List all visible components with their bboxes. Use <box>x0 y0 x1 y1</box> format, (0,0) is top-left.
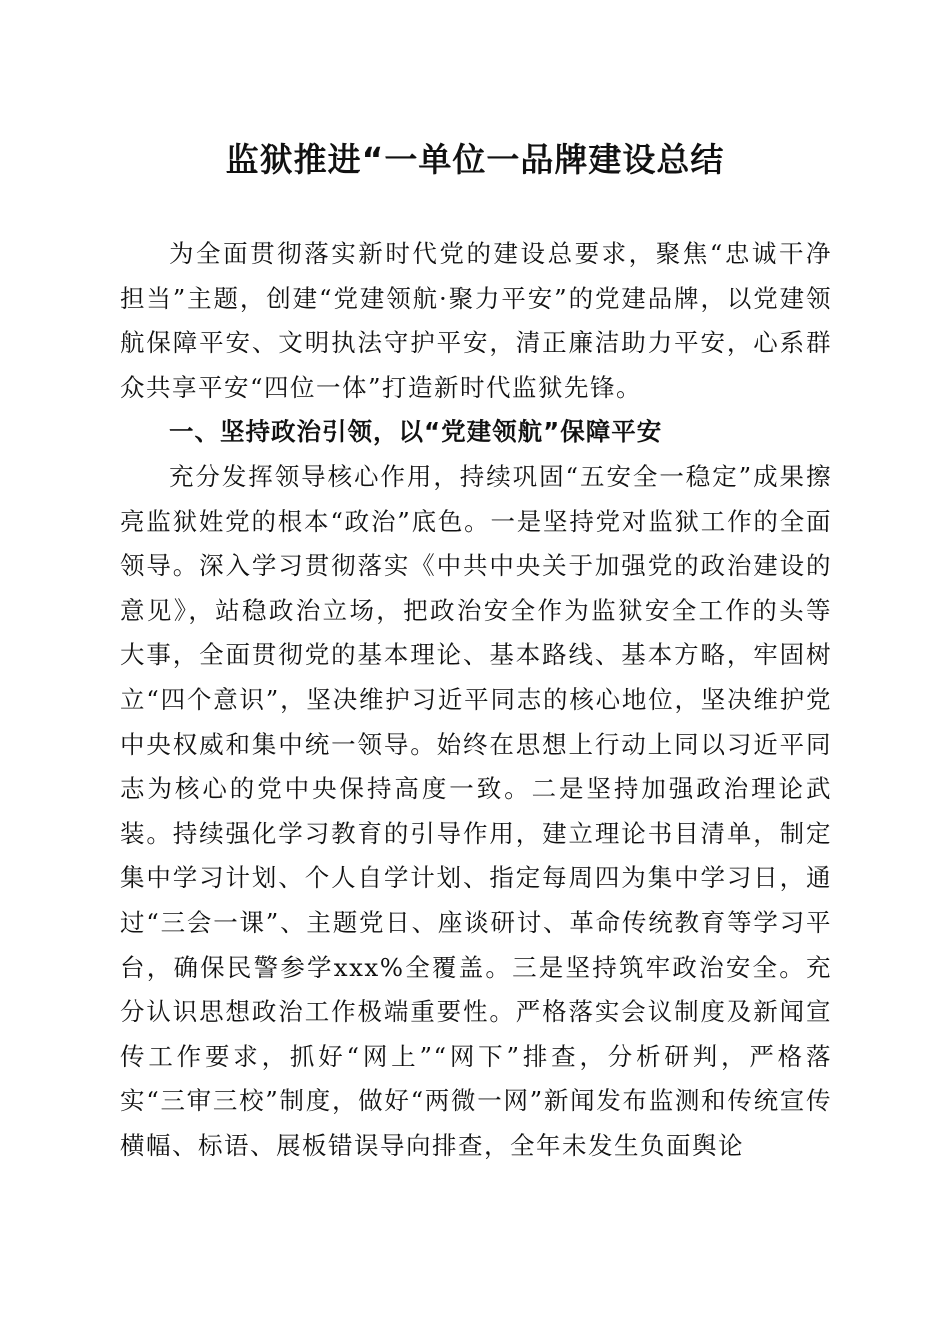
section-paragraph: 充分发挥领导核心作用，持续巩固“五安全一稳定”成果擦亮监狱姓党的根本“政治”底色。一是坚持党对监狱工作的全面领导。深入学习贯彻落实《中共中央关于加强党的政治建设的意见》，站稳政治立场，把政治安全作为监狱安全工作的头等大事，全面贯彻党的基本理论、基本路线、基本方略，牢固树立“四个意识”，坚决维护习近平同志的核心地位，坚决维护党中央权威和集中统一领导。始终在思想上行动上同以习近平同志为核心的党中央保持高度一致。二是坚持加强政治理论武装。持续强化学习教育的引导作用，建立理论书目清单，制定集中学习计划、个人自学计划、指定每周四为集中学习日，通过“三会一课”、主题党日、座谈研讨、革命传统教育等学习平台，确保民警参学xxx%全覆盖。三是坚持筑牢政治安全。充分认识思想政治工作极端重要性。严格落实会议制度及新闻宣传工作要求，抓好“网上”“网下”排查，分析研判，严格落实“三审三校”制度，做好“两微一网”新闻发布监测和传统宣传横幅、标语、展板错误导向排查，全年未发生负面舆论 <box>120 461 832 1160</box>
section-heading: 一、坚持政治引领，以“党建领航”保障平安 <box>169 417 663 447</box>
document-body <box>120 232 832 1168</box>
document-title: 监狱推进“一单位一品牌建设总结 <box>225 140 725 179</box>
intro-paragraph: 为全面贯彻落实新时代党的建设总要求，聚焦“忠诚干净担当”主题，创建“党建领航·聚力平安”的党建品牌，以党建领航保障平安、文明执法守护平安，清正廉洁助力平安，心系群众共享平安“四位一体”打造新时代监狱先锋。 <box>120 239 832 402</box>
